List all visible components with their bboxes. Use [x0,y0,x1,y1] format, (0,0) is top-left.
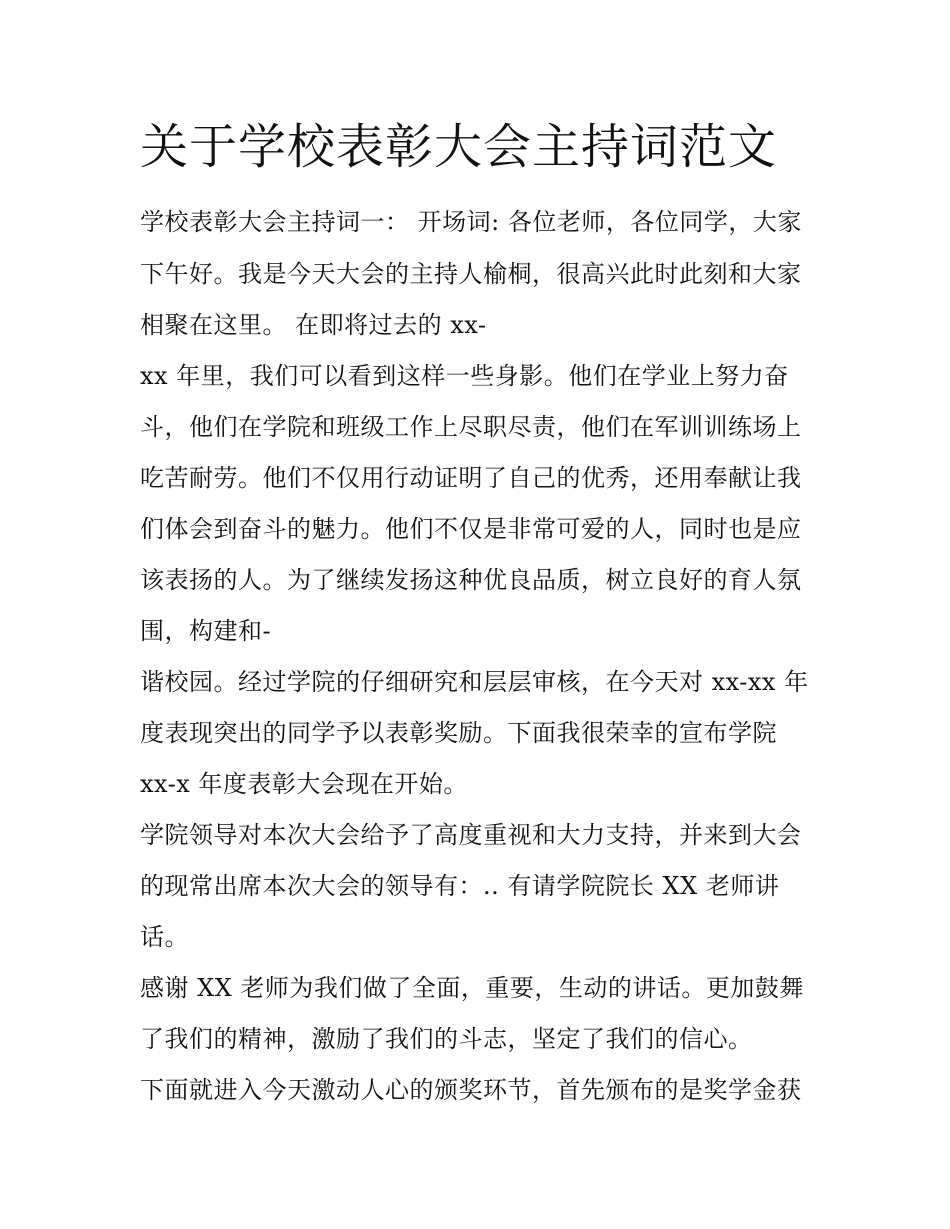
body-line: 的现常出席本次大会的领导有：.. 有请学院院长 XX 老师讲 [140,872,780,900]
page-title: 关于学校表彰大会主持词范文 [140,119,778,175]
body-line: 吃苦耐劳。他们不仅用行动证明了自己的优秀，还用奉献让我 [140,464,802,492]
body-line: xx 年里，我们可以看到这样一些身影。他们在学业上努力奋 [140,362,789,390]
body-line: 度表现突出的同学予以表彰奖励。下面我很荣幸的宣布学院 [140,719,777,747]
body-line: 学院领导对本次大会给予了高度重视和大力支持，并来到大会 [140,821,802,849]
body-line: 该表扬的人。为了继续发扬这种优良品质，树立良好的育人氛 [140,566,802,594]
body-line: 斗，他们在学院和班级工作上尽职尽责，他们在军训训练场上 [140,413,802,441]
body-line: 学校表彰大会主持词一： 开场词: 各位老师，各位同学，大家 [140,208,802,236]
body-line: 围，构建和- [140,617,272,645]
body-line: 们体会到奋斗的魅力。他们不仅是非常可爱的人，同时也是应 [140,515,802,543]
body-line: 下午好。我是今天大会的主持人榆桐，很高兴此时此刻和大家 [140,260,802,288]
body-line: 下面就进入今天激动人心的颁奖环节，首先颁布的是奖学金获 [140,1076,802,1104]
body-line: 感谢 XX 老师为我们做了全面，重要，生动的讲话。更加鼓舞 [140,974,804,1002]
body-line: 话。 [140,923,189,951]
body-line: 相聚在这里。 在即将过去的 xx- [140,311,487,339]
body-line: 谐校园。经过学院的仔细研究和层层审核，在今天对 xx-xx 年 [140,668,809,696]
body-line: 了我们的精神，激励了我们的斗志，坚定了我们的信心。 [140,1025,753,1053]
body-line: xx-x 年度表彰大会现在开始。 [140,770,468,798]
